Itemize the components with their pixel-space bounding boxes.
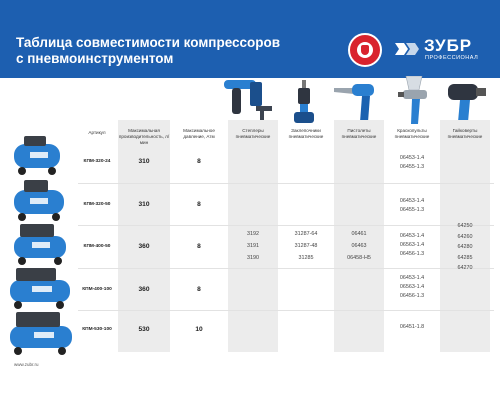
spray-gun-code: 06451-1.8 [399,324,425,330]
title-line-1: Таблица совместимости компрессоров [16,35,281,50]
row-spray-guns [386,232,438,259]
compressor-icon [10,178,72,222]
row-spray-guns [386,323,438,332]
row-capacity: 530 [138,326,150,333]
col-header-spray-guns: Краскопульты пневматические [394,128,430,139]
riveter-code: 31285 [298,255,314,261]
row-model: КПМ-320-50 [83,202,111,207]
row-model: КПМ-530-100 [82,327,112,332]
spray-gun-code: 06563-1.4 [399,284,425,290]
impact-wrench-codes [440,221,490,274]
blowgun-code: 06458-H5 [347,255,371,261]
blowgun-code: 06463 [351,243,367,249]
capacity-column-bg [118,120,170,352]
row-model: КПМ-400-50 [83,244,111,249]
compressor-icon [8,266,74,310]
spray-gun-icon [398,76,432,126]
compressor-icon [10,134,70,176]
spray-gun-code: 06453-1.4 [399,198,425,204]
row-capacity: 360 [138,243,150,250]
impact-wrench-code: 64260 [457,233,473,240]
spray-gun-code: 06455-1.3 [399,164,425,170]
impact-wrench-code: 64250 [457,223,473,229]
col-header-article: Артикул [88,130,106,135]
title-line-2: с пневмоинструментом [16,51,174,66]
spray-gun-code: 06563-1.4 [399,242,425,248]
row-model: КПМ-400-100 [82,287,112,292]
impact-wrench-code: 64270 [457,265,473,271]
row-divider [78,268,494,269]
row-spray-guns [386,154,438,172]
row-pressure: 8 [197,286,201,293]
col-header-pressure: Максимальное давление, Атм [183,128,215,139]
col-header-staplers: Степлеры пневматические [235,128,271,139]
stapler-code: 3190 [247,255,259,261]
blow-gun-icon [332,80,384,124]
spray-gun-code: 06453-1.4 [399,275,425,281]
spray-gun-code: 06453-1.4 [399,155,425,161]
blowguns-codes [334,228,384,264]
col-header-capacity: Максимальная производительность, л/мин [118,128,170,145]
compressor-icon [10,222,72,266]
row-divider [78,225,494,226]
col-header-riveters: Заклепочники пневматические [288,128,324,139]
riveter-code: 31287-48 [294,243,318,249]
row-spray-guns [386,197,438,215]
riveters-codes [280,228,332,264]
spray-gun-code: 06455-1.3 [399,207,425,213]
website-link[interactable]: www.zubr.ru [14,362,39,367]
nailer-icon [220,76,274,124]
spray-gun-code: 06456-1.3 [399,293,425,299]
row-capacity: 310 [138,158,150,165]
spray-gun-code: 06456-1.3 [399,251,425,257]
page-title [16,35,346,67]
row-capacity: 310 [138,201,150,208]
staplers-codes [228,228,278,264]
col-header-impact-wrenches: Гайковерты пневматические [447,128,483,139]
blowgun-code: 06461 [351,231,367,237]
riveter-code: 31287-64 [294,231,318,237]
row-divider [78,310,494,311]
row-model: КПМ-320-24 [83,159,111,164]
impact-wrench-code: 64280 [457,244,473,250]
zubr-logo [394,36,494,66]
quality-seal-icon [348,33,382,67]
row-capacity: 360 [138,286,150,293]
zubr-logo-icon [394,39,420,59]
row-pressure: 10 [195,326,203,333]
stapler-code: 3192 [247,231,259,237]
brand-name: ЗУБР [424,36,473,55]
col-header-blowguns: Пистолеты пневматические [341,128,377,139]
row-spray-guns [386,274,438,301]
row-divider [78,183,494,184]
compressor-icon [8,310,76,356]
impact-wrench-icon [446,78,490,124]
brand-subtitle: ПРОФЕССИОНАЛ [425,55,479,61]
impact-wrench-code: 64285 [457,254,473,261]
riveter-icon [290,80,324,124]
row-pressure: 8 [197,158,201,165]
stapler-code: 3191 [247,243,259,249]
row-pressure: 8 [197,201,201,208]
row-pressure: 8 [197,243,201,250]
spray-gun-code: 06453-1.4 [399,233,425,239]
